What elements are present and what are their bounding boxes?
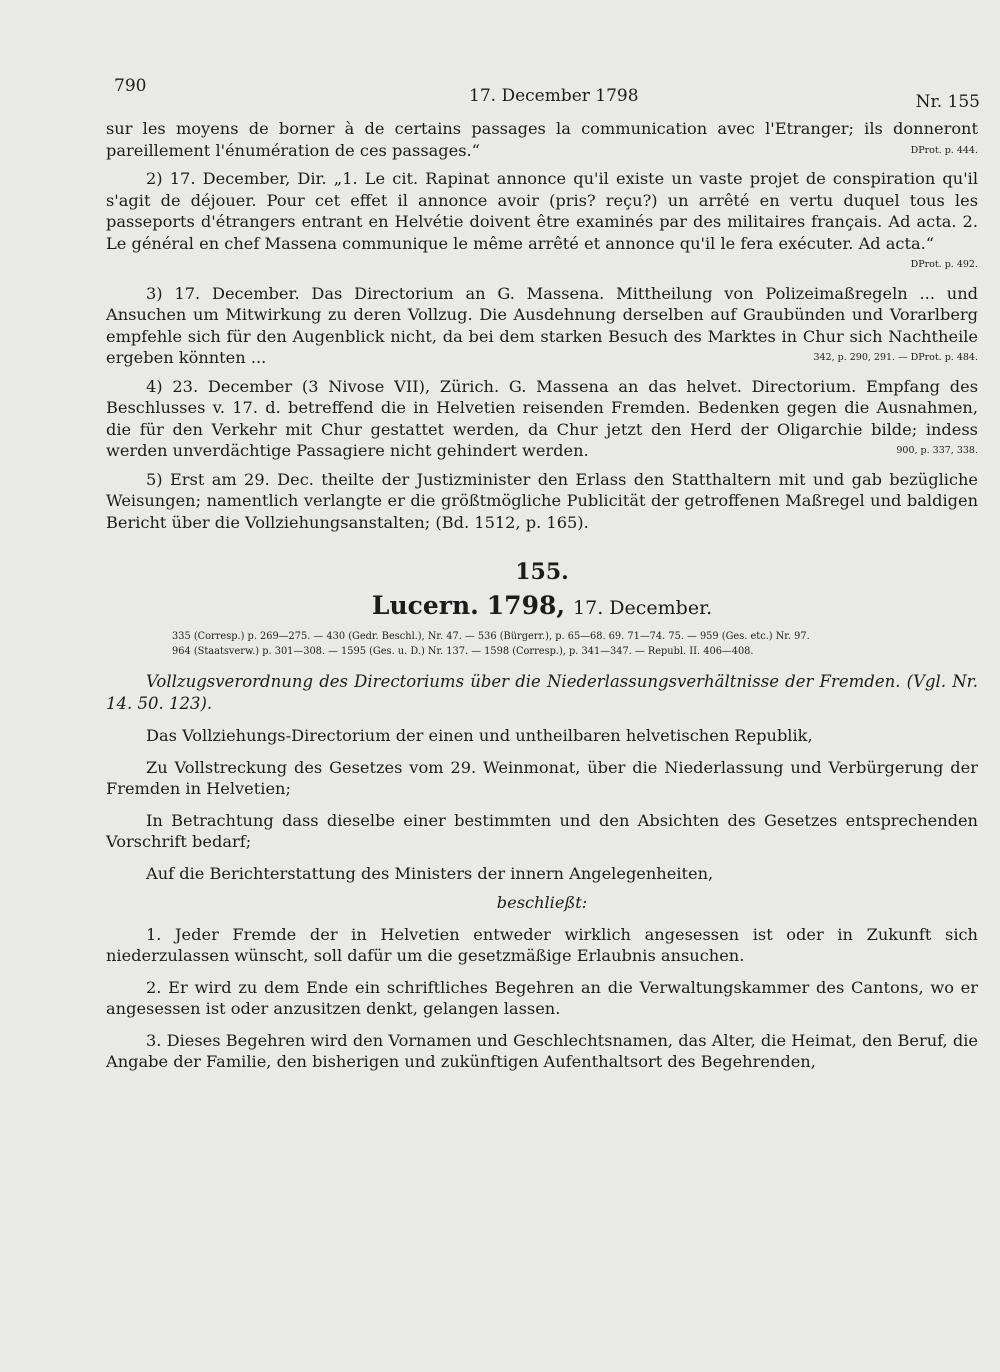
document-year: 1798, bbox=[486, 591, 566, 620]
document-place: Lucern. bbox=[371, 591, 479, 620]
source-line: 964 (Staatsverw.) p. 301—308. — 1595 (Ges. u. D.) Nr. 137. — 1598 (Corresp.), p. 341—347. — Republ. II. 406—408. bbox=[172, 646, 754, 657]
page-number: 790 bbox=[114, 76, 147, 96]
note-2: 2) 17. December, Dir. „1. Le cit. Rapinat annonce qu'il existe un vaste projet de conspiration qu'il s'agit de déjouer. Pour cet effet il annonce avoir (pris? reçu?) un arrêté en vertu duquel tous les passeports d'étrangers entrant en Helvétie doivent être examinés par des militaires français. Ad acta. 2. Le général en chef Massena communique le même arrêté et annonce qu'il le fera exécuter. Ad acta.“ DProt. p. 492. bbox=[106, 168, 978, 254]
intro-consideration: In Betrachtung dass dieselbe einer bestimmten und den Absichten des Gesetzes entsprechenden Vorschrift bedarf; bbox=[106, 810, 978, 851]
source-reference: 900, p. 337, 338. bbox=[896, 445, 978, 456]
source-reference: DProt. p. 492. bbox=[910, 259, 978, 270]
article-1: 1. Jeder Fremde der in Helvetien entweder wirklich angesessen ist oder in Zukunft sich niederzulassen wünscht, soll dafür um die gesetzmäßige Erlaubnis ansuchen. bbox=[106, 924, 978, 965]
source-reference: DProt. p. 444. bbox=[910, 144, 978, 156]
source-line: 335 (Corresp.) p. 269—275. — 430 (Gedr. Beschl.), Nr. 47. — 536 (Bürgerr.), p. 65—68. 69. 71—74. 75. — 959 (Ges. etc.) Nr. 97. bbox=[172, 631, 810, 642]
note-4: 4) 23. December (3 Nivose VII), Zürich. G. Massena an das helvet. Directorium. Empfang des Beschlusses v. 17. d. betreffend die in Helvetien reisenden Fremden. Bedenken gegen die Ausnahmen, die für den Verkehr mit Chur gestattet werden, da Chur jetzt den Herd der Oligarchie bilde; indess werden unverdächtige Passagiere nicht gehindert werden. 900, p. 337, 338. bbox=[106, 376, 978, 460]
decides-heading: beschließt: bbox=[496, 893, 588, 912]
page-body bbox=[106, 118, 978, 1073]
header-date: 17. December 1798 bbox=[469, 86, 639, 106]
note-5: 5) Erst am 29. Dec. theilte der Justizminister den Erlass den Statthaltern mit und gab bezügliche Weisungen; namentlich verlangte er die größtmögliche Publicität der getroffenen Maßregel und baldigen Bericht über die Vollziehungsanstalten; (Bd. 1512, p. 165). bbox=[106, 469, 978, 532]
document-place-date bbox=[106, 591, 978, 623]
document-number: 155. bbox=[515, 559, 569, 585]
header-doc-number: Nr. 155 bbox=[915, 92, 980, 112]
source-reference: 342, p. 290, 291. — DProt. p. 484. bbox=[813, 352, 978, 363]
paragraph-continued: sur les moyens de borner à de certains passages la communication avec l'Etranger; ils donneront pareillement l'énumération de ces passages.“ DProt. p. 444. bbox=[106, 119, 978, 160]
article-2: 2. Er wird zu dem Ende ein schriftliches Begehren an die Verwaltungskammer des Cantons, wo er angesessen ist oder anzusitzen denkt, gelangen lassen. bbox=[106, 977, 978, 1018]
intro-report: Auf die Berichterstattung des Ministers der innern Angelegenheiten, bbox=[146, 863, 714, 883]
note-3: 3) 17. December. Das Directorium an G. Massena. Mittheilung von Polizeimaßregeln ... und Ansuchen um Mitwirkung zu deren Vollzug. Die Ausdehnung derselben auf Graubünden und Vorarlberg empfehle sich für den Augenblick nicht, da bei dem starken Besuch des Marktes in Chur sich Nachtheile ergeben könnten ... 342, p. 290, 291. — DProt. p. 484. bbox=[106, 283, 978, 367]
document-date: 17. December. bbox=[573, 597, 713, 619]
page-header bbox=[114, 76, 980, 112]
intro-directorium: Das Vollziehungs-Directorium der einen und untheilbaren helvetischen Republik, bbox=[146, 726, 813, 745]
document-title: Vollzugsverordnung des Directoriums über die Niederlassungsverhältnisse der Fremden. (Vgl. Nr. 14. 50. 123). bbox=[106, 672, 978, 713]
article-3: 3. Dieses Begehren wird den Vornamen und Geschlechtsnamen, das Alter, die Heimat, den Beruf, die Angabe der Familie, den bisherigen und zukünftigen Aufenthaltsort des Begehrenden, bbox=[106, 1030, 978, 1071]
intro-law: Zu Vollstreckung des Gesetzes vom 29. Weinmonat, über die Niederlassung und Verbürgerung der Fremden in Helvetien; bbox=[106, 757, 978, 798]
archive-sources bbox=[106, 629, 978, 659]
